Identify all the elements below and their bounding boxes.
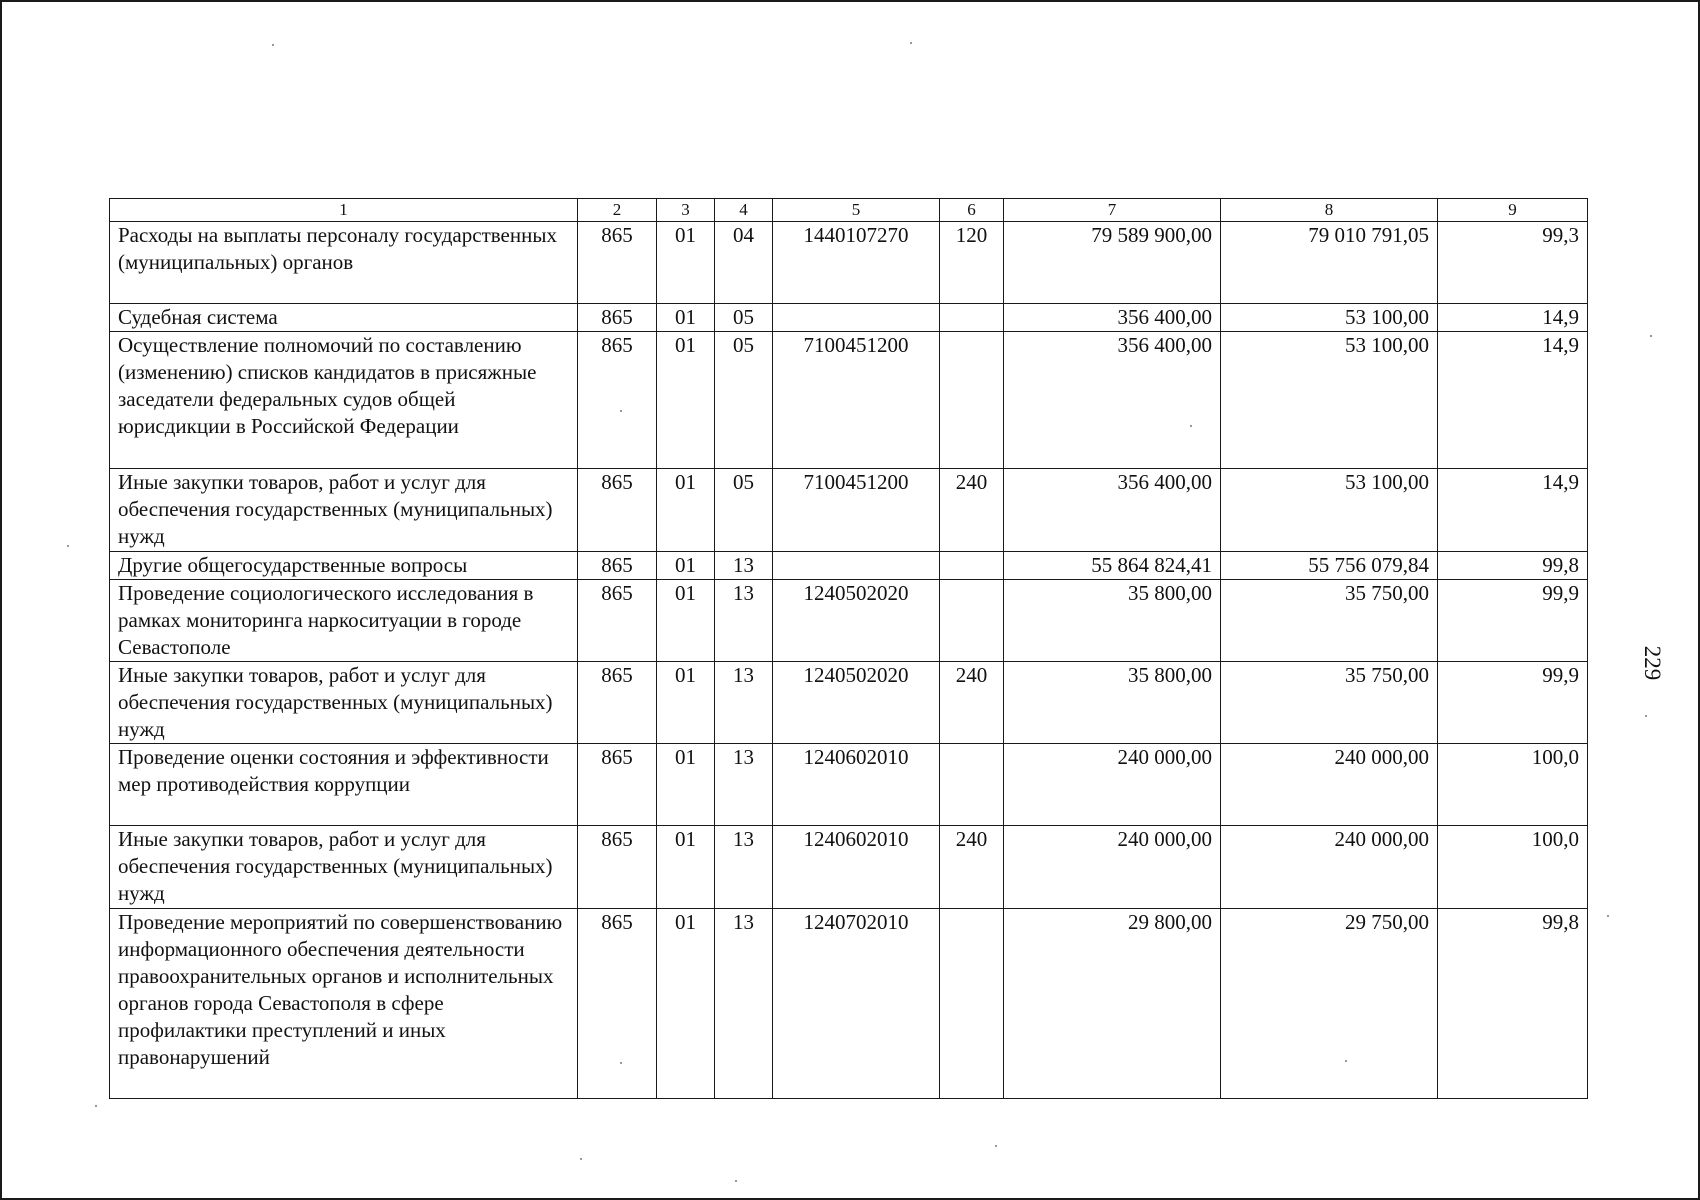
row-pr: 05 [715, 304, 773, 332]
row-csr: 1240602010 [773, 826, 940, 909]
row-name: Иные закупки товаров, работ и услуг для обеспечения государственных (муниципальных) нужд [110, 469, 578, 552]
table-row [110, 304, 1588, 332]
row-ved: 865 [578, 909, 657, 1099]
scan-speck [1190, 425, 1192, 427]
row-vr [940, 332, 1004, 469]
row-plan: 35 800,00 [1004, 580, 1221, 662]
table-row [110, 826, 1588, 909]
row-plan: 240 000,00 [1004, 826, 1221, 909]
row-pct: 14,9 [1438, 332, 1588, 469]
row-rz: 01 [657, 552, 715, 580]
row-pr: 05 [715, 469, 773, 552]
row-pct: 100,0 [1438, 826, 1588, 909]
scan-speck [620, 1062, 622, 1064]
column-header: 7 [1004, 199, 1221, 222]
row-fact: 35 750,00 [1221, 580, 1438, 662]
row-pr: 13 [715, 826, 773, 909]
scan-speck [67, 545, 69, 547]
row-pr: 04 [715, 222, 773, 304]
budget-table [109, 198, 1588, 1099]
row-pct: 100,0 [1438, 744, 1588, 826]
row-vr [940, 744, 1004, 826]
row-pr: 13 [715, 744, 773, 826]
column-header: 5 [773, 199, 940, 222]
row-ved: 865 [578, 332, 657, 469]
row-fact: 55 756 079,84 [1221, 552, 1438, 580]
row-vr [940, 304, 1004, 332]
row-fact: 53 100,00 [1221, 332, 1438, 469]
row-pct: 99,3 [1438, 222, 1588, 304]
row-pct: 14,9 [1438, 469, 1588, 552]
scan-speck [1645, 715, 1647, 717]
table-row [110, 580, 1588, 662]
scan-speck [910, 42, 912, 44]
table-row [110, 909, 1588, 1099]
row-name: Другие общегосударственные вопросы [110, 552, 578, 580]
row-plan: 29 800,00 [1004, 909, 1221, 1099]
row-fact: 53 100,00 [1221, 469, 1438, 552]
row-ved: 865 [578, 222, 657, 304]
column-header: 8 [1221, 199, 1438, 222]
row-fact: 240 000,00 [1221, 744, 1438, 826]
row-vr: 240 [940, 469, 1004, 552]
scan-speck [1607, 915, 1609, 917]
column-header: 4 [715, 199, 773, 222]
table-row [110, 332, 1588, 469]
row-csr: 1440107270 [773, 222, 940, 304]
row-name: Иные закупки товаров, работ и услуг для обеспечения государственных (муниципальных) нужд [110, 826, 578, 909]
row-csr: 1240702010 [773, 909, 940, 1099]
table-row [110, 469, 1588, 552]
row-fact: 29 750,00 [1221, 909, 1438, 1099]
row-csr [773, 304, 940, 332]
row-ved: 865 [578, 304, 657, 332]
row-fact: 53 100,00 [1221, 304, 1438, 332]
row-name: Проведение оценки состояния и эффективности мер противодействия коррупции [110, 744, 578, 826]
row-pct: 99,8 [1438, 909, 1588, 1099]
row-csr: 1240602010 [773, 744, 940, 826]
row-pr: 13 [715, 552, 773, 580]
row-csr [773, 552, 940, 580]
row-vr [940, 909, 1004, 1099]
row-pct: 99,9 [1438, 580, 1588, 662]
scan-speck [995, 1145, 997, 1147]
row-rz: 01 [657, 909, 715, 1099]
row-pr: 13 [715, 580, 773, 662]
scan-speck [272, 44, 274, 46]
row-plan: 35 800,00 [1004, 662, 1221, 744]
row-name: Проведение мероприятий по совершенствованию информационного обеспечения деятельности правоохранительных органов и исполнительных органов города Севастополя в сфере профилактики преступлений и иных правонарушений [110, 909, 578, 1099]
scan-speck [735, 1180, 737, 1182]
table-row [110, 552, 1588, 580]
column-header: 6 [940, 199, 1004, 222]
row-fact: 79 010 791,05 [1221, 222, 1438, 304]
row-plan: 55 864 824,41 [1004, 552, 1221, 580]
row-ved: 865 [578, 662, 657, 744]
row-rz: 01 [657, 826, 715, 909]
row-csr: 1240502020 [773, 580, 940, 662]
column-header: 2 [578, 199, 657, 222]
row-ved: 865 [578, 580, 657, 662]
row-csr: 1240502020 [773, 662, 940, 744]
row-rz: 01 [657, 744, 715, 826]
row-rz: 01 [657, 222, 715, 304]
row-csr: 7100451200 [773, 332, 940, 469]
row-vr [940, 552, 1004, 580]
row-plan: 356 400,00 [1004, 469, 1221, 552]
column-header: 1 [110, 199, 578, 222]
row-rz: 01 [657, 304, 715, 332]
table-row [110, 744, 1588, 826]
row-ved: 865 [578, 744, 657, 826]
table-row [110, 222, 1588, 304]
row-pr: 05 [715, 332, 773, 469]
row-rz: 01 [657, 469, 715, 552]
scan-speck [1650, 335, 1652, 337]
row-name: Расходы на выплаты персоналу государственных (муниципальных) органов [110, 222, 578, 304]
column-number-row [110, 199, 1588, 222]
row-pct: 99,9 [1438, 662, 1588, 744]
row-fact: 35 750,00 [1221, 662, 1438, 744]
scan-speck [1345, 1060, 1347, 1062]
row-vr: 240 [940, 826, 1004, 909]
row-rz: 01 [657, 662, 715, 744]
row-name: Иные закупки товаров, работ и услуг для обеспечения государственных (муниципальных) нужд [110, 662, 578, 744]
row-vr [940, 580, 1004, 662]
scan-speck [95, 1105, 97, 1107]
row-ved: 865 [578, 552, 657, 580]
row-plan: 79 589 900,00 [1004, 222, 1221, 304]
table-row [110, 662, 1588, 744]
row-fact: 240 000,00 [1221, 826, 1438, 909]
row-plan: 356 400,00 [1004, 304, 1221, 332]
row-vr: 240 [940, 662, 1004, 744]
row-pr: 13 [715, 909, 773, 1099]
scan-speck [580, 1158, 582, 1160]
row-name: Проведение социологического исследования в рамках мониторинга наркоситуации в городе Севастополе [110, 580, 578, 662]
row-name: Осуществление полномочий по составлению (изменению) списков кандидатов в присяжные заседатели федеральных судов общей юрисдикции в Российской Федерации [110, 332, 578, 469]
row-name: Судебная система [110, 304, 578, 332]
row-plan: 356 400,00 [1004, 332, 1221, 469]
row-csr: 7100451200 [773, 469, 940, 552]
row-plan: 240 000,00 [1004, 744, 1221, 826]
column-header: 3 [657, 199, 715, 222]
row-vr: 120 [940, 222, 1004, 304]
column-header: 9 [1438, 199, 1588, 222]
row-ved: 865 [578, 826, 657, 909]
row-rz: 01 [657, 580, 715, 662]
page-number: 229 [1640, 645, 1665, 681]
row-rz: 01 [657, 332, 715, 469]
scan-speck [620, 410, 622, 412]
row-pct: 99,8 [1438, 552, 1588, 580]
row-ved: 865 [578, 469, 657, 552]
row-pct: 14,9 [1438, 304, 1588, 332]
row-pr: 13 [715, 662, 773, 744]
